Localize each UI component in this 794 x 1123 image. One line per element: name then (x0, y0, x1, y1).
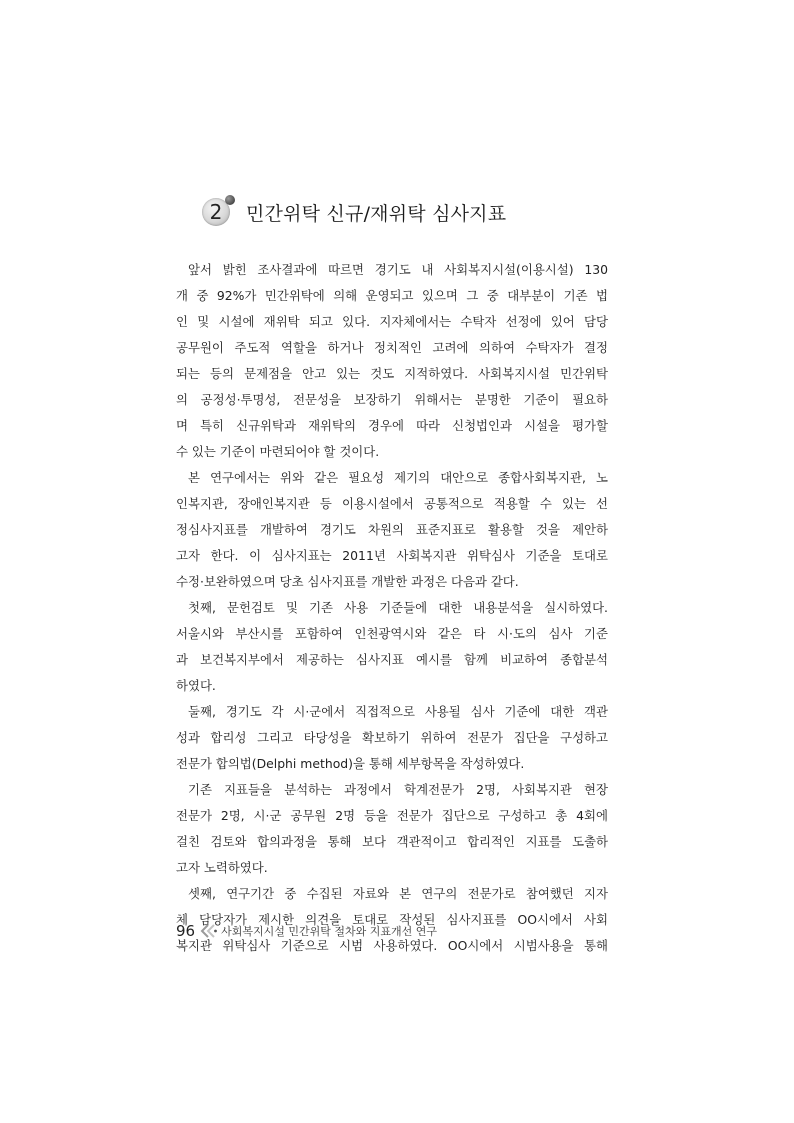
body-text (176, 257, 608, 959)
body-line: 며 특히 신규위탁과 재위탁의 경우에 따라 신청법인과 시설을 평가할 (176, 418, 608, 433)
body-line: 본 연구에서는 위와 같은 필요성 제기의 대안으로 종합사회복지관, 노 (188, 470, 608, 485)
body-line: 하였다. (176, 678, 216, 693)
section-number-badge (202, 198, 230, 226)
body-line: 공무원이 주도적 역할을 하거나 정치적인 고려에 의하여 수탁자가 결정 (176, 340, 608, 355)
body-line: 과 보건복지부에서 제공하는 심사지표 예시를 함께 비교하여 종합분석 (176, 652, 608, 667)
section-number: 2 (209, 200, 223, 224)
body-line: 수정·보완하였으며 당초 심사지표를 개발한 과정은 다음과 같다. (176, 574, 519, 589)
body-line: 둘째, 경기도 각 시·군에서 직접적으로 사용될 심사 기준에 대한 객관 (188, 704, 608, 719)
section-heading (202, 198, 506, 226)
body-line: 서울시와 부산시를 포함하여 인천광역시와 같은 타 시·도의 심사 기준 (176, 626, 608, 641)
body-line: 셋째, 연구기간 중 수집된 자료와 본 연구의 전문가로 참여했던 지자 (188, 886, 608, 901)
body-line: 걸친 검토와 합의과정을 통해 보다 객관적이고 합리적인 지표를 도출하 (176, 834, 608, 849)
body-line: 의 공정성·투명성, 전문성을 보장하기 위해서는 분명한 기준이 필요하 (176, 392, 608, 407)
body-line: 첫째, 문헌검토 및 기존 사용 기준들에 대한 내용분석을 실시하였다. (188, 600, 608, 615)
body-line: 복지관 위탁심사 기준으로 시범 사용하였다. OO시에서 시범사용을 통해 (176, 938, 608, 953)
body-line: 인복지관, 장애인복지관 등 이용시설에서 공통적으로 적용할 수 있는 선 (176, 496, 608, 511)
body-line: 고자 노력하였다. (176, 860, 268, 875)
body-line: 수 있는 기준이 마련되어야 할 것이다. (176, 444, 380, 459)
body-line: 전문가 2명, 시·군 공무원 2명 등을 전문가 집단으로 구성하고 총 4회에 (176, 808, 608, 823)
body-line: 체 담당자가 제시한 의견을 토대로 작성된 심사지표를 OO시에서 사회 (176, 912, 608, 927)
body-line: 고자 한다. 이 심사지표는 2011년 사회복지관 위탁심사 기준을 토대로 (176, 548, 608, 563)
body-line: 전문가 합의법(Delphi method)을 통해 세부항목을 작성하였다. (176, 756, 525, 771)
body-line: 인 및 시설에 재위탁 되고 있다. 지자체에서는 수탁자 선정에 있어 담당 (176, 314, 608, 329)
section-title: 민간위탁 신규/재위탁 심사지표 (246, 202, 507, 225)
body-line: 정심사지표를 개발하여 경기도 차원의 표준지표로 활용할 것을 제안하 (176, 522, 608, 537)
double-chevron-left-icon (199, 923, 217, 939)
body-line: 개 중 92%가 민간위탁에 의해 운영되고 있으며 그 중 대부분이 기존 법 (176, 288, 608, 303)
body-line: 되는 등의 문제점을 안고 있는 것도 지적하였다. 사회복지시설 민간위탁 (176, 366, 608, 381)
body-line: 성과 합리성 그리고 타당성을 확보하기 위하여 전문가 집단을 구성하고 (176, 730, 608, 745)
page-footer (176, 922, 437, 940)
page-number: 96 (176, 922, 196, 940)
body-line: 앞서 밝힌 조사결과에 따르면 경기도 내 사회복지시설(이용시설) 130 (188, 262, 608, 277)
badge-dot-icon (225, 195, 235, 205)
running-title: 사회복지시설 민간위탁 절차와 지표개선 연구 (221, 925, 437, 938)
body-line: 기존 지표들을 분석하는 과정에서 학계전문가 2명, 사회복지관 현장 (188, 782, 608, 797)
